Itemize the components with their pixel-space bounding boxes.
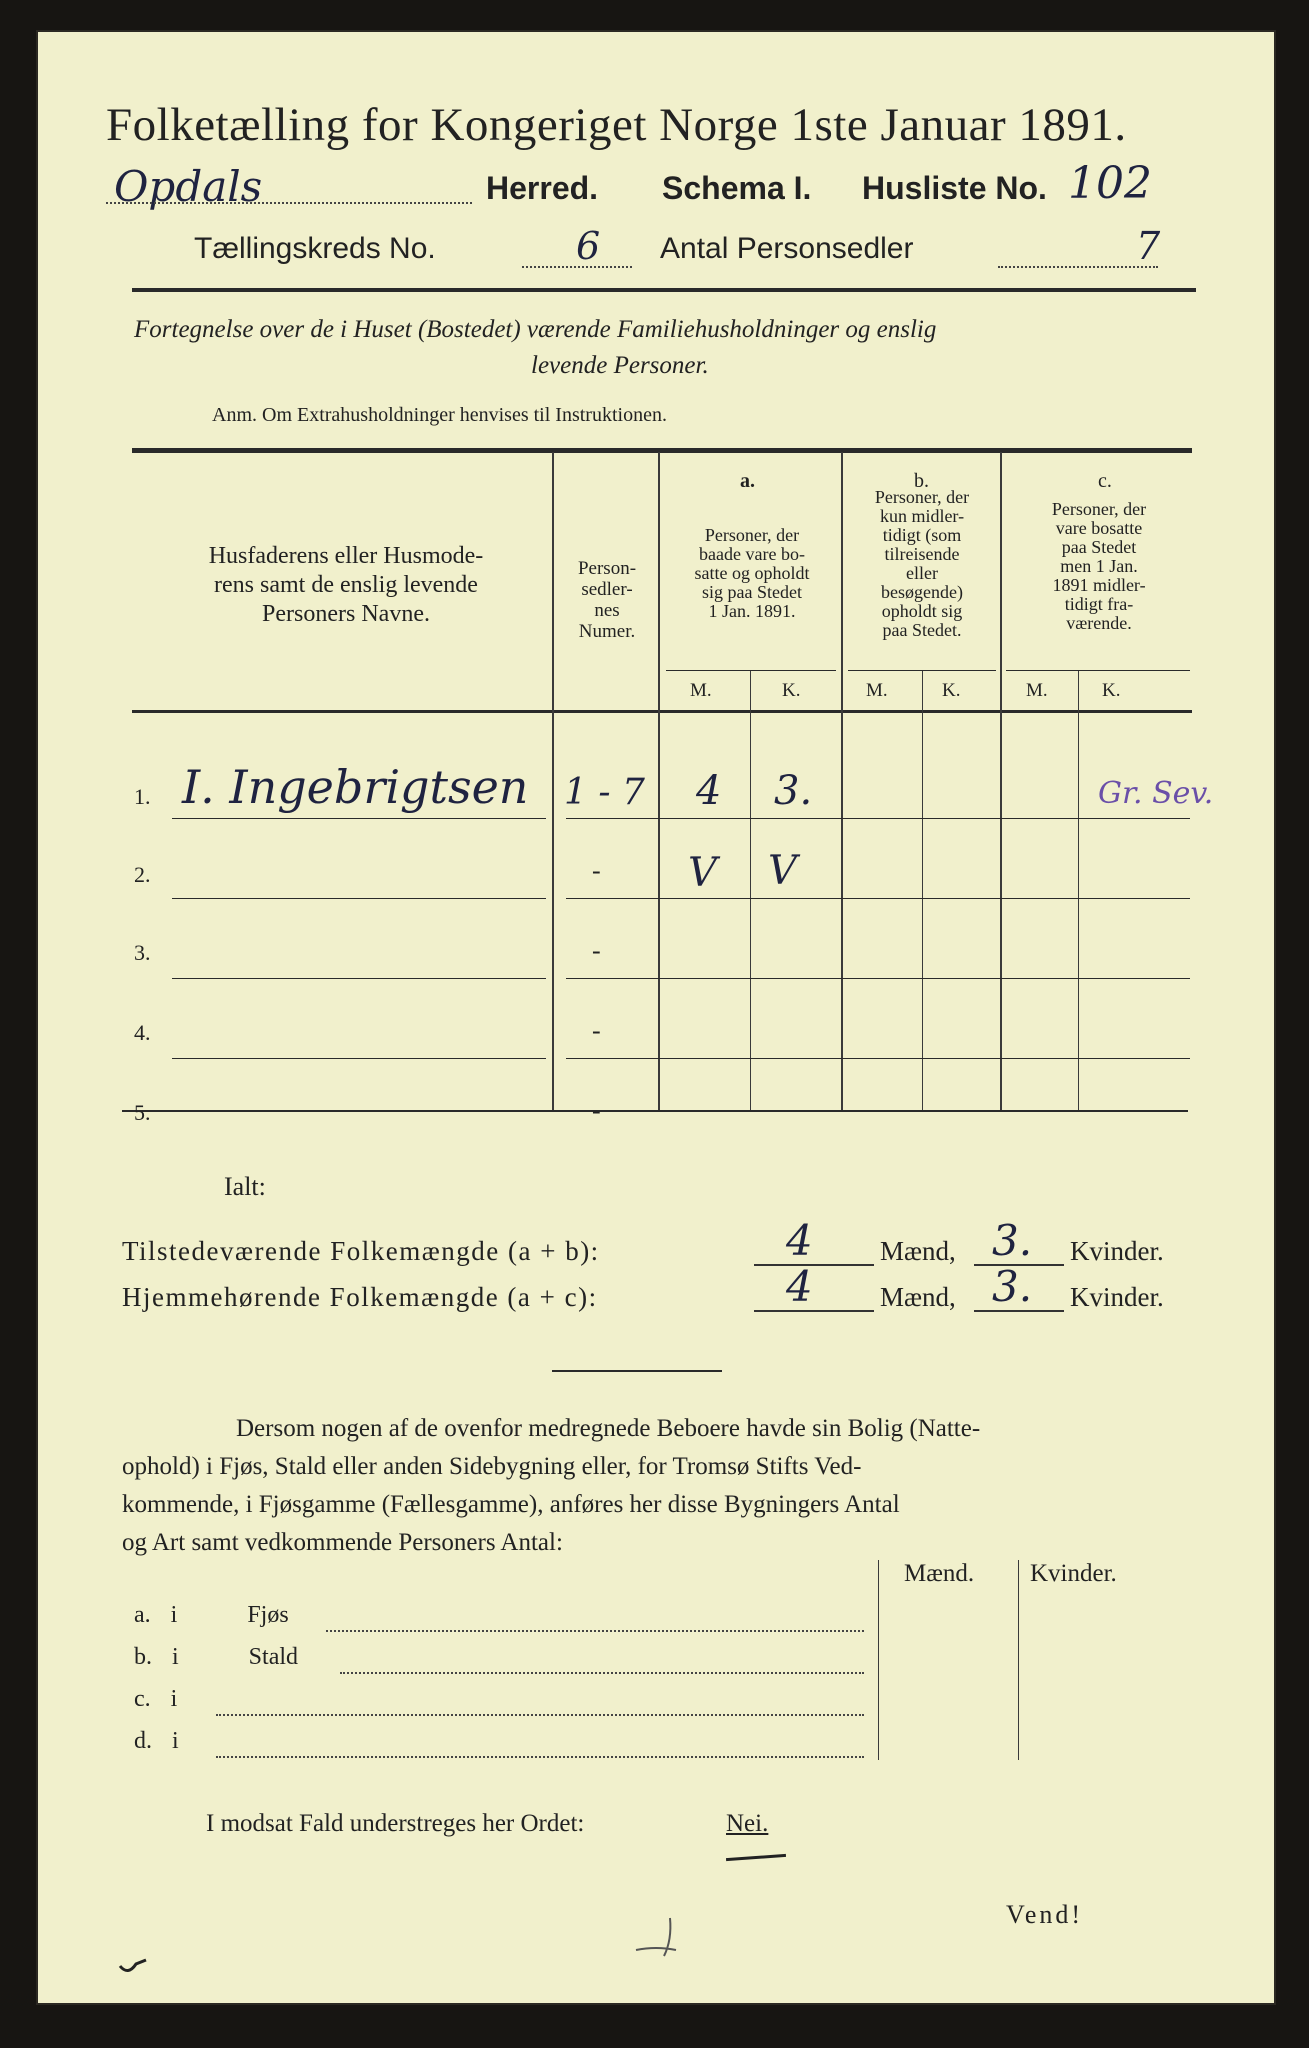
outbuilding-d-letter: d. — [134, 1728, 152, 1754]
row1-line-name — [172, 818, 546, 819]
nei-underline-stroke — [726, 1854, 786, 1861]
row2-number: 2. — [134, 862, 151, 887]
row2-line-name — [172, 898, 546, 899]
total-line1-label: Tilstedeværende Folkemængde (a + b): — [122, 1236, 600, 1266]
outbuildings-line4: og Art samt vedkommende Personers Antal: — [122, 1529, 563, 1556]
intro-note: Anm. Om Extrahusholdninger henvises til Instruktionen. — [212, 404, 667, 426]
col-divider-b — [1000, 452, 1002, 1110]
header-numer-line3: nes — [594, 600, 620, 621]
vend-label: Vend! — [1006, 1900, 1084, 1929]
row4-numer: - — [592, 1016, 601, 1045]
header-numer-line2: sedler- — [581, 579, 633, 600]
outbuilding-b-dots — [340, 1670, 864, 1674]
total-line2-m-underline — [754, 1310, 874, 1312]
row1-line-cols — [566, 818, 1190, 819]
m-label-c: M. — [1026, 680, 1048, 701]
header-c-text — [1004, 500, 1194, 633]
col-divider-c-mk — [1078, 670, 1079, 1110]
row1-number: 1. — [134, 784, 151, 809]
header-c-line2: vare bosatte — [1055, 518, 1143, 538]
m-label-a: M. — [690, 680, 712, 701]
husliste-label: Husliste No. — [862, 170, 1047, 206]
outbuilding-b — [134, 1644, 298, 1671]
header-names-line1: Husfaderens eller Husmode- — [208, 543, 484, 569]
header-b-line8: paa Stedet. — [882, 620, 962, 640]
outbuildings-line3: kommende, i Fjøsgamme (Fællesgamme), anføres her disse Bygningers Antal — [122, 1491, 900, 1518]
schema-label: Schema I. — [662, 170, 812, 206]
pen-mark-bottom-center — [626, 1910, 706, 1970]
header-b-line3: tidigt (som — [882, 525, 962, 545]
row5-numer: - — [592, 1096, 601, 1125]
herred-dotted-line — [106, 200, 472, 204]
outbuildings-line1: Dersom nogen af de ovenfor medregnede Beboere havde sin Bolig (Natte- — [236, 1415, 981, 1442]
table-bottom-rule — [122, 1110, 1188, 1112]
total-line2-kvinder: Kvinder. — [1070, 1282, 1164, 1312]
kreds-label: Tællingskreds No. — [194, 232, 436, 265]
husliste-value: 102 — [1068, 158, 1152, 209]
census-form — [36, 30, 1276, 2005]
total-line2-maend: Mænd, — [880, 1282, 956, 1312]
outbuildings-line2: ophold) i Fjøs, Stald eller anden Sidebygning eller, for Tromsø Stifts Ved- — [122, 1453, 862, 1480]
total-line2-m: 4 — [786, 1262, 813, 1311]
outbuildings-kvinder-header: Kvinder. — [1030, 1560, 1117, 1587]
header-c-line6: tidigt fra- — [1064, 594, 1134, 614]
row1-numer: 1 - 7 — [564, 772, 645, 813]
antal-label: Antal Personsedler — [660, 232, 914, 265]
header-c-letter: c. — [1098, 470, 1112, 492]
herred-label: Herred. — [486, 170, 599, 206]
header-c-line7: værende. — [1066, 613, 1132, 633]
header-b-line6: besøgende) — [881, 582, 963, 602]
outbuilding-d-i: i — [172, 1728, 179, 1754]
row3-line-name — [172, 978, 546, 979]
row2-a-k: V — [768, 848, 797, 894]
row2-a-m: V — [688, 850, 717, 896]
kreds-value: 6 — [576, 224, 601, 268]
header-c-line3: paa Stedet — [1061, 537, 1137, 557]
outbuilding-c-i: i — [170, 1686, 178, 1712]
header-numer — [558, 558, 656, 642]
mk-rule-c — [1006, 670, 1190, 671]
outbuilding-c-dots — [216, 1712, 864, 1716]
header-b-line7: opholdt sig — [881, 601, 963, 621]
total-line2-label: Hjemmehørende Folkemængde (a + c): — [122, 1282, 598, 1312]
row4-line-cols — [566, 1058, 1190, 1059]
outbuildings-divider-left — [878, 1560, 879, 1760]
header-b-line4: tilreisende — [884, 544, 960, 564]
outbuilding-a-i: i — [170, 1602, 178, 1628]
outbuilding-a-letter: a. — [134, 1602, 151, 1628]
footer-line: I modsat Fald understreges her Ordet: — [206, 1810, 585, 1837]
row3-number: 3. — [134, 940, 151, 965]
form-title: Folketælling for Kongeriget Norge 1ste Januar 1891. — [106, 99, 1127, 151]
k-label-a: K. — [782, 680, 801, 701]
outbuildings-divider-right — [1018, 1560, 1019, 1760]
footer-word-nei: Nei. — [726, 1810, 769, 1837]
total-line2-k: 3. — [992, 1262, 1033, 1311]
row2-line-cols — [566, 898, 1190, 899]
outbuilding-a-label: Fjøs — [247, 1602, 289, 1628]
header-numer-line4: Numer. — [578, 621, 636, 642]
intro-line2: levende Personer. — [531, 352, 709, 379]
total-line1-m-underline — [754, 1264, 874, 1266]
header-a-line1: Personer, der — [704, 525, 800, 545]
mk-rule-b — [848, 670, 996, 671]
header-names-line3: Personers Navne. — [262, 601, 430, 627]
header-c-line4: men 1 Jan. — [1060, 556, 1138, 576]
section-divider — [552, 1370, 722, 1372]
outbuilding-b-label: Stald — [248, 1644, 299, 1670]
row1-a-k: 3. — [774, 768, 813, 814]
row3-numer: - — [592, 936, 601, 965]
header-a-line3: satte og opholdt — [694, 563, 810, 583]
col-divider-a — [841, 452, 843, 1110]
row4-line-name — [172, 1058, 546, 1059]
antal-value: 7 — [1136, 224, 1161, 268]
pen-mark-bottom-left — [116, 1956, 156, 1980]
outbuilding-b-i: i — [172, 1644, 179, 1670]
title-rule — [132, 288, 1196, 292]
row1-note: Gr. Sev. — [1098, 776, 1214, 811]
header-a-text — [664, 526, 840, 621]
header-a-letter: a. — [740, 470, 755, 492]
outbuilding-c — [134, 1686, 177, 1713]
header-b-text — [844, 488, 1000, 640]
header-names — [146, 542, 546, 629]
row4-number: 4. — [134, 1020, 151, 1045]
ialt-label: Ialt: — [224, 1172, 266, 1201]
header-names-line2: rens samt de enslig levende — [214, 572, 478, 598]
outbuilding-b-letter: b. — [134, 1644, 152, 1670]
mk-rule-a — [666, 670, 836, 671]
outbuilding-c-letter: c. — [134, 1686, 151, 1712]
outbuilding-a-dots — [326, 1628, 864, 1632]
header-numer-line1: Person- — [577, 558, 637, 579]
outbuilding-a — [134, 1602, 289, 1629]
header-b-line2: kun midler- — [879, 506, 965, 526]
herred-value: Opdals — [114, 162, 263, 211]
total-line1-k: 3. — [992, 1216, 1033, 1265]
header-a-line4: sig paa Stedet — [702, 582, 802, 602]
header-a-line5: 1 Jan. 1891. — [708, 601, 796, 621]
header-b-line5: eller — [906, 563, 938, 583]
header-b-letter: b. — [914, 470, 929, 492]
total-line1-m: 4 — [786, 1216, 813, 1265]
header-a-line2: baade vare bo- — [699, 544, 805, 564]
header-c-line1: Personer, der — [1051, 499, 1147, 519]
table-top-rule — [132, 448, 1192, 453]
row2-numer: - — [592, 856, 601, 885]
row1-name: I. Ingebrigtsen — [182, 760, 529, 814]
outbuilding-d — [134, 1728, 179, 1755]
col-divider-b-mk — [922, 670, 923, 1110]
row1-a-m: 4 — [696, 768, 722, 814]
header-b-line1: Personer, der — [874, 487, 970, 507]
outbuildings-maend-header: Mænd. — [904, 1560, 975, 1587]
antal-dotted-line — [998, 264, 1158, 268]
table-header-rule — [132, 710, 1192, 713]
total-line1-maend: Mænd, — [880, 1236, 956, 1266]
col-divider-names — [552, 452, 554, 1110]
col-divider-a-mk — [750, 670, 751, 1110]
k-label-c: K. — [1102, 680, 1121, 701]
header-c-line5: 1891 midler- — [1052, 575, 1146, 595]
row5-number: 5. — [134, 1100, 151, 1125]
k-label-b: K. — [942, 680, 961, 701]
m-label-b: M. — [866, 680, 888, 701]
row3-line-cols — [566, 978, 1190, 979]
outbuildings-para — [122, 1410, 980, 1562]
col-divider-numer — [658, 452, 660, 1110]
intro-line1: Fortegnelse over de i Huset (Bostedet) værende Familiehusholdninger og enslig — [134, 316, 937, 343]
outbuilding-d-dots — [216, 1754, 864, 1758]
total-line1-kvinder: Kvinder. — [1070, 1236, 1164, 1266]
